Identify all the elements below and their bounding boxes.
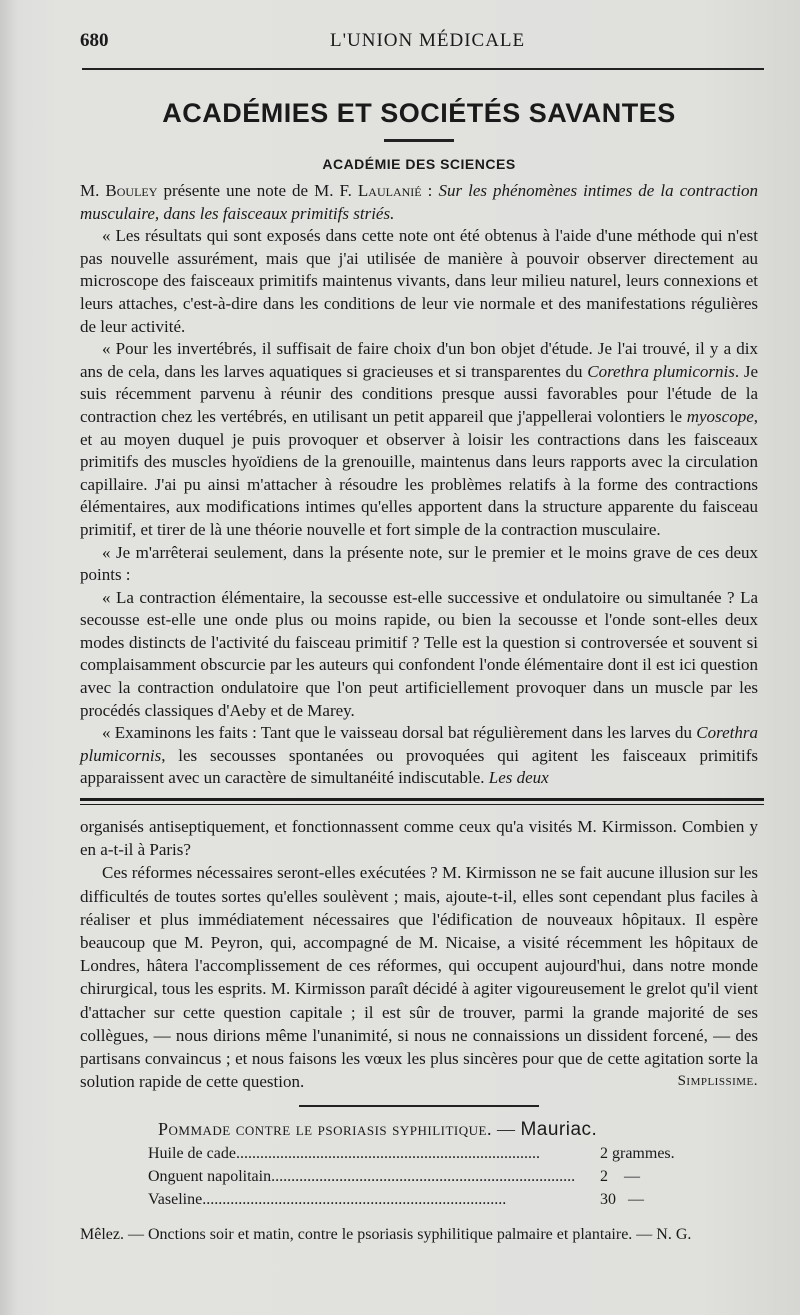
ingredient-list: [148, 1145, 724, 1214]
ingredient-quantity: 2 grammes.: [600, 1145, 675, 1163]
intro-colon: :: [421, 181, 439, 200]
formula-title: [158, 1119, 758, 1141]
ingredient-row: [148, 1168, 724, 1191]
ingredient-leader: Huile de cade............................................................................: [148, 1145, 540, 1163]
signature: Simplissime.: [677, 1073, 758, 1090]
p2-text-b: . Je suis récemment parvenu à réunir des conditions presque aussi favorables pour l'étude de la contraction chez les vertébrés, en utilisant un petit appareil que j'appellerai volontiers le: [80, 361, 758, 426]
p5-trailing: Les deux: [488, 768, 549, 788]
presenter-name: Bouley: [105, 181, 158, 200]
ingredient-row: [148, 1191, 724, 1214]
continuation-paragraph-2: [80, 861, 758, 1093]
divider-thin: [80, 804, 764, 805]
p5-text-a: « Examinons les faits : Tant que le vaisseau dorsal bat régulièrement dans les larves du: [102, 723, 697, 743]
divider-thick: [80, 798, 764, 801]
running-head: [80, 30, 758, 64]
p2-text-c: , et au moyen duquel je puis provoquer et observer à loisir les contractions dans les faisceaux primitifs des muscles hyoïdiens de la grenouille, maintenus dans leurs rapports avec la circulation capillaire. J'ai pu ainsi m'attacher à résoudre les problèmes relatifs à la forme des contractions élémentaires, aux modifications intimes qu'elles apportent dans la structure apparente du faisceau primitif, et tirer de là une théorie nouvelle et fort simple de la contraction musculaire.: [80, 406, 758, 539]
usage-instructions: [80, 1224, 758, 1246]
paragraph-1: « Les résultats qui sont exposés dans cette note ont été obtenus à l'aide d'une méthode qui n'est pas nouvelle assurément, mais que j'ai utilisée de manière à pouvoir observer directement au microscope des faisceaux primitifs maintenus vivants, dans leur milieu naturel, leurs connexions et leurs attaches, c'est-à-dire dans les conditions de leur vie normale et des manifestations régulières de leur activité.: [80, 226, 758, 336]
continuation-text: Ces réformes nécessaires seront-elles exécutées ? M. Kirmisson ne se fait aucune illusion sur les difficultés de toutes sortes qu'elles soulèvent ; mais, ajoute-t-il, elles sont cependant plus faciles à réaliser et plus immédiatement nécessaires que l'édification de nouveaux hôpitaux. Il espère beaucoup que M. Peyron, qui, accompagné de M. Nicaise, a visité récemment les hôpitaux de Londres, hâtera l'accomplissement de ces réformes, qui occupent aujourd'hui, dans notre monde chirurgical, tous les esprits. M. Kirmisson paraît décidé à agiter vigoureusement le grelot qu'il vient d'attacher sur cette question capitale ; il est sûr de trouver, parmi la grande majorité de ses collègues, — nous dirions même l'unanimité, si nous ne connaissions un dissident forcené, — des partisans convaincus ; et nous faisons les vœux les plus sincères pour que de cette agitation sorte la solution rapide de cette question.: [80, 863, 758, 1092]
ingredient-leader: Vaseline............................................................................: [148, 1191, 507, 1209]
p2-text-a: « Pour les invertébrés, il suffisait de faire choix d'un bon objet d'étude. Je l'ai trouvé, il y a dix ans de cela, dans les larves aquatiques si gracieuses et si transparentes du: [80, 339, 758, 381]
p2-species: Corethra plumicornis: [587, 361, 735, 381]
paragraph-2: [80, 338, 758, 541]
subsection-title: ACADÉMIE DES SCIENCES: [322, 156, 516, 172]
paragraph-3: « Je m'arrêterai seulement, dans la présente note, sur le premier et le moins grave de ces deux points :: [80, 542, 758, 585]
running-title: L'UNION MÉDICALE: [330, 30, 526, 51]
ingredient-name: Onguent napolitain: [148, 1168, 272, 1186]
article-intro: [80, 180, 758, 225]
article-body: [80, 180, 758, 790]
ingredient-name: Huile de cade: [148, 1145, 236, 1163]
p5-species: Corethra plumicornis: [80, 723, 758, 765]
ingredient-row: [148, 1145, 724, 1168]
formula-author: Mauriac.: [520, 1119, 598, 1141]
formula-name: Pommade contre le psoriasis syphilitique. —: [158, 1119, 521, 1140]
paragraph-5: [80, 722, 758, 790]
page-number: 680: [80, 30, 109, 51]
column-divider: [80, 798, 764, 805]
p2-device: myoscope: [686, 406, 754, 426]
ingredient-leader: Onguent napolitain............................................................................: [148, 1168, 576, 1186]
author-name: Laulanié: [357, 181, 422, 200]
usage-text: Mêlez. — Onctions soir et matin, contre le psoriasis syphilitique palmaire et plantaire. — N. G.: [80, 1226, 692, 1244]
ingredient-quantity: 2 —: [600, 1168, 640, 1186]
intro-prefix: M.: [80, 181, 106, 200]
formula-divider: [299, 1105, 539, 1107]
continuation-body: [80, 815, 758, 1093]
ingredient-name: Vaseline: [148, 1191, 203, 1209]
section-title: ACADÉMIES ET SOCIÉTÉS SAVANTES: [162, 98, 676, 128]
continuation-paragraph-1: organisés antiseptiquement, et fonctionnassent comme ceux qu'a visités M. Kirmisson. Combien y en a-t-il à Paris?: [80, 817, 758, 860]
note-title: Sur les phénomènes intimes de la contraction musculaire, dans les faisceaux primitifs striés.: [80, 181, 758, 223]
intro-mid: présente une note de M. F.: [157, 181, 358, 200]
p5-text-b: , les secousses spontanées ou provoquées qui agitent les faisceaux primitifs apparaissent avec un caractère de simultanéité indiscutable.: [80, 745, 758, 788]
ingredient-quantity: 30 —: [600, 1191, 644, 1209]
header-rule: [82, 68, 764, 70]
section-divider: [384, 139, 454, 142]
paragraph-4: « La contraction élémentaire, la secousse est-elle successive et ondulatoire ou simultanée ? La secousse est-elle une onde plus ou moins rapide, ou bien la secousse et l'onde sont-elles deux modes distincts de l'activité du faisceau primitif ? Telle est la question si controversée et souvent si complaisamment obscurcie par les auteurs qui confondent l'onde élémentaire dont il est ici question avec la contraction ondulatoire que l'on peut artificiellement provoquer dans un muscle par les procédés classiques d'Aeby et de Marey.: [80, 587, 758, 720]
formula: [80, 1119, 758, 1246]
